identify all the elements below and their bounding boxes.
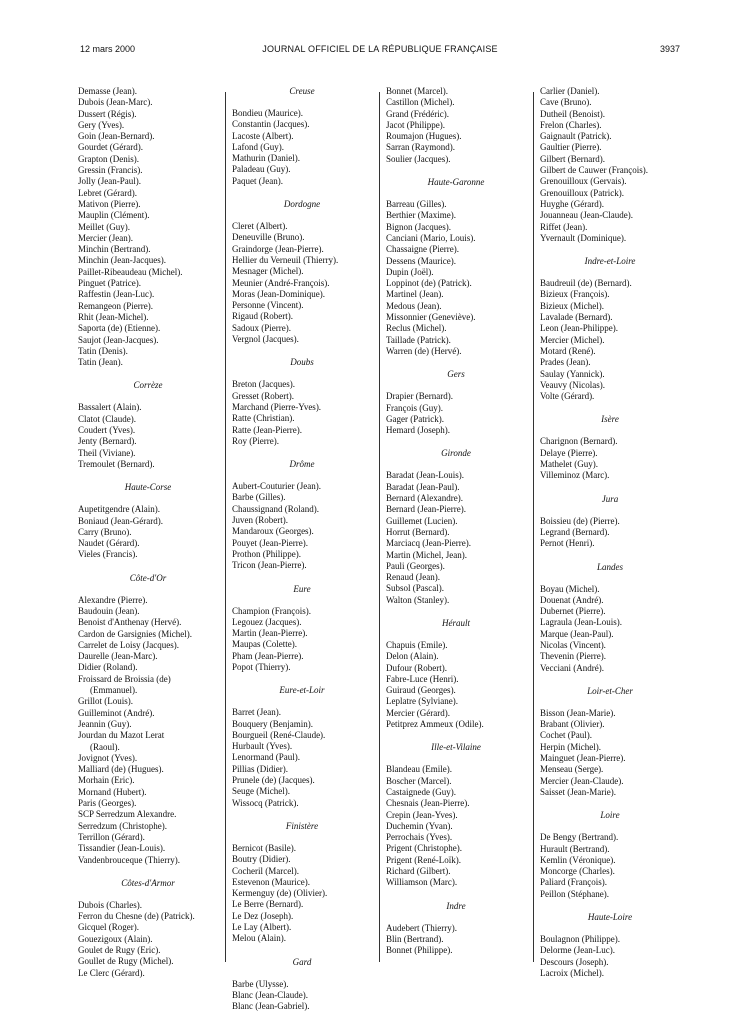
- column-4: [540, 86, 680, 979]
- name-entry: Champion (François).: [232, 605, 311, 616]
- name-entry: SCP Serredzum Alexandre.: [78, 809, 177, 820]
- name-entry: Saulay (Yannick).: [540, 368, 605, 379]
- name-entry: Martin (Michel, Jean).: [386, 549, 467, 560]
- name-entry: Grand (Frédéric).: [386, 108, 449, 119]
- name-entry: Prothon (Philippe).: [232, 548, 301, 559]
- name-entry: Paliard (François).: [540, 877, 607, 888]
- name-entry: Mathelet (Guy).: [540, 459, 598, 470]
- name-entry: Breton (Jacques).: [232, 379, 295, 390]
- name-entry: Soulier (Jacques).: [386, 153, 451, 164]
- name-entry: Deneuville (Bruno).: [232, 232, 305, 243]
- name-entry: Marque (Jean-Paul).: [540, 628, 614, 639]
- name-entry: Delon (Alain).: [386, 651, 439, 662]
- department-heading: Haute-Garonne: [427, 177, 485, 188]
- name-entry: Maupas (Colette).: [232, 639, 297, 650]
- department-heading: Corrèze: [133, 380, 163, 391]
- name-entry: Guiraud (Georges).: [386, 685, 456, 696]
- name-entry: Jourdan du Mazot Lerat: [78, 730, 165, 741]
- name-entry: Medous (Jean).: [386, 300, 442, 311]
- name-entry: Bassalert (Alain).: [78, 402, 142, 413]
- name-entry: Terrillon (Gérard).: [78, 831, 145, 842]
- page-header: [80, 44, 680, 58]
- name-entry: Frelon (Charles).: [540, 119, 602, 130]
- journal-title: JOURNAL OFFICIEL DE LA RÉPUBLIQUE FRANÇAISE: [262, 44, 498, 54]
- name-entry: Rhit (Jean-Michel).: [78, 311, 149, 322]
- name-entry: Naudet (Gérard).: [78, 538, 140, 549]
- name-entry: Barret (Jean).: [232, 707, 281, 718]
- name-entry: Leon (Jean-Philippe).: [540, 323, 618, 334]
- name-entry: Walton (Stanley).: [386, 594, 450, 605]
- name-entry: Horrut (Bernard).: [386, 526, 450, 537]
- name-entry: Juven (Robert).: [232, 515, 288, 526]
- department-heading: Côte-d'Or: [129, 572, 167, 583]
- name-entry: Aupetitgendre (Alain).: [78, 504, 160, 515]
- name-entry: Martinel (Jean).: [386, 289, 444, 300]
- name-entry: Guilleminot (André).: [78, 707, 155, 718]
- name-entry: Gilbert (Bernard).: [540, 153, 605, 164]
- name-entry: Roy (Pierre).: [232, 435, 279, 446]
- name-entry: Vieles (Francis).: [78, 549, 138, 560]
- name-entry: Chaussignand (Roland).: [232, 503, 319, 514]
- name-entry: Vergnol (Jacques).: [232, 334, 299, 345]
- name-entry: Roumajon (Hugues).: [386, 131, 462, 142]
- name-entry: Chassaigne (Pierre).: [386, 244, 459, 255]
- name-entry: Lagraula (Jean-Louis).: [540, 617, 622, 628]
- name-entry: Dussert (Régis).: [78, 108, 137, 119]
- name-entry: Nicolas (Vincent).: [540, 639, 606, 650]
- name-entry: Goulet de Rugy (Eric).: [78, 945, 161, 955]
- name-entry: Chesnais (Jean-Pierre).: [386, 798, 470, 809]
- name-entry: Serredzum (Christophe).: [78, 820, 167, 831]
- name-entry: Charignon (Bernard).: [540, 436, 618, 447]
- name-entry: Meunier (André-François).: [232, 277, 330, 288]
- name-entry: Loppinot (de) (Patrick).: [386, 278, 472, 289]
- name-entry: Clatot (Claude).: [78, 413, 136, 424]
- name-entry: Moncorge (Charles).: [540, 866, 615, 877]
- name-entry: Perrochais (Yves).: [386, 832, 453, 843]
- name-entry: Pillias (Didier).: [232, 763, 288, 774]
- name-entry: Williamson (Marc).: [386, 877, 458, 888]
- name-entry: Boscher (Marcel).: [386, 775, 452, 786]
- name-entry: Cleret (Albert).: [232, 221, 288, 232]
- department-heading: Indre-et-Loire: [584, 256, 636, 267]
- name-entry: Baudreuil (de) (Bernard).: [540, 278, 632, 289]
- name-entry: Boissieu (de) (Pierre).: [540, 515, 620, 526]
- name-entry: Vandenbrouceque (Thierry).: [78, 854, 180, 865]
- department-heading: Eure: [293, 583, 311, 594]
- name-entry: Bourgueil (René-Claude).: [232, 729, 326, 740]
- name-entry: Gicquel (Roger).: [78, 922, 139, 933]
- name-entry: Duchemin (Yvan).: [386, 820, 453, 831]
- name-entry: Brabant (Olivier).: [540, 719, 605, 730]
- name-entry: Paris (Georges).: [78, 798, 137, 809]
- name-entry: Prigent (René-Loïk).: [386, 854, 461, 865]
- name-entry: Lacroix (Michel).: [540, 967, 604, 978]
- name-entry: Cave (Bruno).: [540, 97, 592, 108]
- department-heading: Haute-Loire: [587, 912, 633, 923]
- name-entry: Villeminoz (Marc).: [540, 470, 610, 481]
- name-entry: Bernard (Jean-Pierre).: [386, 504, 466, 515]
- name-entry: Kermenguy (de) (Olivier).: [232, 888, 328, 899]
- department-heading: Hérault: [442, 617, 470, 628]
- name-entry: Saporta (de) (Etienne).: [78, 323, 161, 334]
- name-entry: Gaultier (Pierre).: [540, 142, 602, 153]
- name-entry: Raffestin (Jean-Luc).: [78, 289, 155, 300]
- name-entry: Paladeau (Guy).: [232, 164, 291, 175]
- name-entry: Canciani (Mario, Louis).: [386, 232, 476, 243]
- name-entry: Lenormand (Paul).: [232, 752, 300, 763]
- name-entry: Personne (Vincent).: [232, 300, 304, 311]
- page-number: 3937: [659, 44, 680, 54]
- name-entry: Tatin (Jean).: [78, 357, 123, 368]
- name-entry: Seuge (Michel).: [232, 786, 290, 797]
- name-entry: Barbe (Gilles).: [232, 492, 286, 503]
- name-entry: Bonnet (Marcel).: [386, 86, 448, 96]
- name-entry: De Bengy (Bertrand).: [540, 832, 619, 843]
- name-entry: Volte (Gérard).: [540, 391, 595, 402]
- name-entry: Baradat (Jean-Louis).: [386, 470, 464, 481]
- name-entry: Gery (Yves).: [78, 119, 125, 130]
- department-heading: Isère: [601, 414, 619, 425]
- name-entry: Alexandre (Pierre).: [78, 594, 148, 605]
- name-entry: Mornand (Hubert).: [78, 786, 147, 797]
- name-entry: Sadoux (Pierre).: [232, 322, 291, 333]
- name-entry: Boulagnon (Philippe).: [540, 934, 620, 945]
- department-heading: Ille-et-Vilaine: [431, 742, 481, 753]
- name-entry: Gourdet (Gérard).: [78, 142, 143, 153]
- name-entry: Le Berre (Bernard).: [232, 899, 304, 910]
- name-entry: Jeannin (Guy).: [78, 718, 132, 729]
- name-entry: Le Lay (Albert).: [232, 922, 292, 933]
- name-entry: Estevenon (Maurice).: [232, 876, 310, 887]
- name-entry: Lafond (Guy).: [232, 141, 284, 152]
- department-heading: Loir-et-Cher: [587, 685, 633, 696]
- name-entry: Chapuis (Emile).: [386, 639, 448, 650]
- name-entry: Missonnier (Geneviève).: [386, 312, 476, 323]
- name-entry: Castaignede (Guy).: [386, 786, 456, 797]
- name-entry: Lacoste (Albert).: [232, 130, 294, 141]
- department-heading: Gironde: [441, 448, 471, 459]
- name-entry: Malliard (de) (Hugues).: [78, 764, 164, 775]
- name-entry: Theil (Viviane).: [78, 447, 136, 458]
- name-entry: Yvernault (Dominique).: [540, 232, 627, 243]
- name-entry: Bouquery (Benjamin).: [232, 718, 313, 729]
- name-entry: Cardon de Garsignies (Michel).: [78, 628, 192, 639]
- department-heading: Finistère: [285, 820, 319, 831]
- name-entry: Fabre-Luce (Henri).: [386, 673, 459, 684]
- name-entry: Tricon (Jean-Pierre).: [232, 560, 307, 571]
- department-heading: Drôme: [289, 459, 315, 470]
- name-entry: Bonnet (Philippe).: [386, 945, 453, 956]
- name-entry: Cocheril (Marcel).: [232, 865, 299, 876]
- department-heading: Haute-Corse: [124, 482, 172, 493]
- name-entry: Moras (Jean-Dominique).: [232, 288, 325, 299]
- name-entry: Jovignot (Yves).: [78, 752, 138, 763]
- name-entry: Popot (Thierry).: [232, 661, 291, 672]
- name-entry: Mercier (Jean-Claude).: [540, 775, 624, 786]
- name-entry: Goullet de Rugy (Michel).: [78, 956, 174, 967]
- name-entry: Boniaud (Jean-Gérard).: [78, 515, 163, 526]
- name-entry: Gaignault (Patrick).: [540, 131, 612, 142]
- name-entry: Blandeau (Emile).: [386, 764, 452, 775]
- name-entry: Legouez (Jacques).: [232, 616, 302, 627]
- column-rule: [379, 92, 380, 962]
- name-entry: Marciacq (Jean-Pierre).: [386, 538, 471, 549]
- name-entry: Gresset (Robert).: [232, 390, 294, 401]
- name-entry: Graindorge (Jean-Pierre).: [232, 243, 324, 254]
- name-entry: Kemlin (Véronique).: [540, 854, 616, 865]
- department-heading: Dordogne: [283, 199, 321, 210]
- department-heading: Eure-et-Loir: [279, 685, 325, 696]
- name-entry: Dessens (Maurice).: [386, 255, 456, 266]
- name-entry: Cochet (Paul).: [540, 730, 592, 741]
- name-entry: Dutheil (Benoist).: [540, 108, 605, 119]
- name-entry: Mercier (Jean).: [78, 232, 133, 243]
- name-entry: Douenat (André).: [540, 594, 604, 605]
- name-entry: Mathurin (Daniel).: [232, 153, 300, 164]
- name-entry: Jenty (Bernard).: [78, 436, 137, 447]
- name-entry: Prades (Jean).: [540, 357, 591, 368]
- department-heading: Jura: [601, 493, 619, 504]
- name-entry: Mandaroux (Georges).: [232, 526, 314, 537]
- name-entry: Mercier (Gérard).: [386, 707, 450, 718]
- name-entry: Boutry (Didier).: [232, 854, 291, 865]
- name-entry: Jolly (Jean-Paul).: [78, 176, 141, 187]
- department-heading: Creuse: [289, 86, 315, 96]
- name-entry: Gilbert de Cauwer (François).: [540, 165, 648, 176]
- name-entry: Carry (Bruno).: [78, 526, 132, 537]
- name-entry: Drapier (Bernard).: [386, 391, 453, 402]
- name-entry: Grapton (Denis).: [78, 153, 139, 164]
- name-entry: Pouyet (Jean-Pierre).: [232, 537, 308, 548]
- name-entry: Barbe (Ulysse).: [232, 978, 289, 989]
- department-heading: Gard: [292, 956, 312, 967]
- name-entry: Peillon (Stéphane).: [540, 888, 609, 899]
- name-entry: Ratte (Jean-Pierre).: [232, 424, 302, 435]
- name-entry: Leplatre (Sylviane).: [386, 696, 458, 707]
- name-entry: Dupin (Joël).: [386, 266, 434, 277]
- name-entry: Ratte (Christian).: [232, 413, 295, 424]
- column-rule: [533, 92, 534, 962]
- name-entry: Dubois (Jean-Marc).: [78, 97, 153, 108]
- name-entry: Minchin (Jean-Jacques).: [78, 255, 166, 266]
- name-entry: Dufour (Robert).: [386, 662, 447, 673]
- name-entry: Benoist d'Anthenay (Hervé).: [78, 617, 182, 628]
- name-entry: Mauplin (Clément).: [78, 210, 150, 221]
- name-entry: Aubert-Couturier (Jean).: [232, 481, 321, 492]
- name-entry: Baradat (Jean-Paul).: [386, 481, 460, 492]
- name-entry: Petitprez Ammeux (Odile).: [386, 719, 484, 730]
- name-entry: Gager (Patrick).: [386, 413, 444, 424]
- name-entry: Dubernet (Pierre).: [540, 606, 606, 617]
- name-entry: Remangeon (Pierre).: [78, 300, 153, 311]
- column-2: [232, 86, 372, 1013]
- name-entry: Delorme (Jean-Luc).: [540, 945, 615, 956]
- name-entry: Lebret (Gérard).: [78, 187, 137, 198]
- name-entry: Mercier (Michel).: [540, 334, 605, 345]
- name-entry: Gressin (Francis).: [78, 165, 143, 176]
- name-entry: Guillemet (Lucien).: [386, 515, 458, 526]
- name-entry: Ferron du Chesne (de) (Patrick).: [78, 911, 195, 922]
- name-entry: Bernard (Alexandre).: [386, 493, 463, 504]
- department-heading: Loire: [600, 810, 620, 821]
- name-entry: Barreau (Gilles).: [386, 199, 447, 210]
- name-entry: Martin (Jean-Pierre).: [232, 628, 308, 639]
- name-entry: Boyau (Michel).: [540, 583, 600, 594]
- name-entry: Pham (Jean-Pierre).: [232, 650, 304, 661]
- name-entry: Wissocq (Patrick).: [232, 797, 299, 808]
- name-entry: Bernicot (Basile).: [232, 842, 296, 853]
- name-entry: Taillade (Patrick).: [386, 334, 451, 345]
- name-entry: Crepin (Jean-Yves).: [386, 809, 458, 820]
- column-rule: [225, 92, 226, 962]
- name-entry: Blanc (Jean-Gabriel).: [232, 1001, 310, 1012]
- name-entry: Blin (Bertrand).: [386, 933, 444, 944]
- header-date: 12 mars 2000: [80, 44, 136, 54]
- name-entry: Huyghe (Gérard).: [540, 198, 604, 209]
- name-entry: Renaud (Jean).: [386, 572, 440, 583]
- name-entry: Froissard de Broissia (de): [78, 673, 171, 684]
- name-entry: Tatin (Denis).: [78, 345, 128, 356]
- name-entry: Subsol (Pascal).: [386, 583, 444, 594]
- name-entry: Marchand (Pierre-Yves).: [232, 401, 322, 412]
- column-3: [386, 86, 526, 957]
- name-entry: Paillet-Ribeaudeau (Michel).: [78, 266, 183, 277]
- name-entry: Blanc (Jean-Claude).: [232, 989, 308, 1000]
- name-entry: Didier (Roland).: [78, 662, 138, 673]
- name-entry: Prunele (de) (Jacques).: [232, 775, 315, 786]
- name-entry: Jouanneau (Jean-Claude).: [540, 210, 633, 221]
- name-entry: Lavalade (Bernard).: [540, 312, 613, 323]
- department-heading: Côtes-d'Armor: [121, 877, 175, 888]
- name-entry: (Emmanuel).: [90, 685, 138, 696]
- name-entry: Demasse (Jean).: [78, 86, 137, 96]
- name-entry: Mativon (Pierre).: [78, 198, 141, 209]
- name-entry: Menseau (Serge).: [540, 764, 604, 775]
- department-heading: Doubs: [290, 357, 314, 368]
- name-entry: Pauli (Georges).: [386, 560, 445, 571]
- name-entry: Grillot (Louis).: [78, 696, 133, 707]
- name-entry: Mainguet (Jean-Pierre).: [540, 753, 626, 764]
- department-heading: Gers: [447, 369, 465, 380]
- name-entry: Saisset (Jean-Marie).: [540, 786, 616, 797]
- name-entry: Saujot (Jean-Jacques).: [78, 334, 159, 345]
- department-heading: Landes: [596, 561, 623, 572]
- name-entry: Bondieu (Maurice).: [232, 108, 303, 118]
- name-entry: Meillet (Guy).: [78, 221, 130, 232]
- name-entry: Coudert (Yves).: [78, 425, 136, 436]
- name-entry: Grenouilloux (Gervais).: [540, 176, 627, 187]
- name-entry: Carlier (Daniel).: [540, 86, 600, 96]
- name-entry: Motard (René).: [540, 345, 596, 356]
- name-entry: Riffet (Jean).: [540, 221, 588, 232]
- name-entry: Pernot (Henri).: [540, 538, 595, 549]
- name-entry: Pinguet (Patrice).: [78, 278, 141, 289]
- name-entry: Le Clerc (Gérard).: [78, 967, 145, 978]
- name-entry: Rigaud (Robert).: [232, 311, 293, 322]
- name-entry: Dubois (Charles).: [78, 899, 142, 910]
- name-entry: Minchin (Bertrand).: [78, 244, 151, 255]
- name-entry: Hellier du Verneuil (Thierry).: [232, 254, 339, 265]
- name-entry: Delaye (Pierre).: [540, 447, 598, 458]
- name-entry: Warren (de) (Hervé).: [386, 345, 462, 356]
- name-entry: Prigent (Christophe).: [386, 843, 462, 854]
- name-entry: Tissandier (Jean-Louis).: [78, 843, 166, 854]
- name-entry: Grenouilloux (Patrick).: [540, 187, 624, 198]
- name-entry: Goin (Jean-Bernard).: [78, 131, 155, 142]
- name-entry: Hemard (Joseph).: [386, 425, 450, 436]
- name-entry: Hurault (Bertrand).: [540, 843, 610, 854]
- name-entry: Le Dez (Joseph).: [232, 910, 294, 921]
- name-entry: Daurelle (Jean-Marc).: [78, 651, 158, 662]
- name-entry: Constantin (Jacques).: [232, 119, 310, 130]
- name-entry: Morhain (Eric).: [78, 775, 135, 786]
- name-entry: Bignon (Jacques).: [386, 221, 451, 232]
- name-entry: Paquet (Jean).: [232, 175, 283, 186]
- name-entry: Herpin (Michel).: [540, 741, 601, 752]
- name-entry: Hurbault (Yves).: [232, 741, 293, 752]
- name-entry: Vecciani (André).: [540, 662, 604, 673]
- name-entry: Tremoulet (Bernard).: [78, 458, 155, 469]
- name-entry: Bizieux (François).: [540, 289, 610, 300]
- name-entry: Sarran (Raymond).: [386, 142, 455, 153]
- name-entry: François (Guy).: [386, 402, 443, 413]
- name-entry: Carrelet de Loisy (Jacques).: [78, 639, 179, 650]
- name-entry: Melou (Alain).: [232, 933, 286, 944]
- name-entry: Thevenin (Pierre).: [540, 651, 606, 662]
- name-entry: Veauvy (Nicolas).: [540, 379, 605, 390]
- name-entry: Gouezigoux (Alain).: [78, 933, 153, 944]
- name-entry: (Raoul).: [90, 741, 120, 752]
- name-entry: Bizieux (Michel).: [540, 300, 604, 311]
- name-entry: Audebert (Thierry).: [386, 922, 457, 933]
- name-entry: Castillon (Michel).: [386, 97, 455, 108]
- name-entry: Reclus (Michel).: [386, 323, 447, 334]
- department-heading: Indre: [446, 900, 466, 911]
- name-entry: Baudouin (Jean).: [78, 605, 140, 616]
- name-entry: Mesnager (Michel).: [232, 266, 304, 277]
- name-entry: Legrand (Bernard).: [540, 526, 610, 537]
- name-entry: Jacot (Philippe).: [386, 119, 445, 130]
- name-entry: Richard (Gilbert).: [386, 866, 451, 877]
- name-entry: Descours (Joseph).: [540, 956, 609, 967]
- name-entry: Bisson (Jean-Marie).: [540, 707, 616, 718]
- name-entry: Berthier (Maxime).: [386, 210, 456, 221]
- column-1: [78, 86, 218, 979]
